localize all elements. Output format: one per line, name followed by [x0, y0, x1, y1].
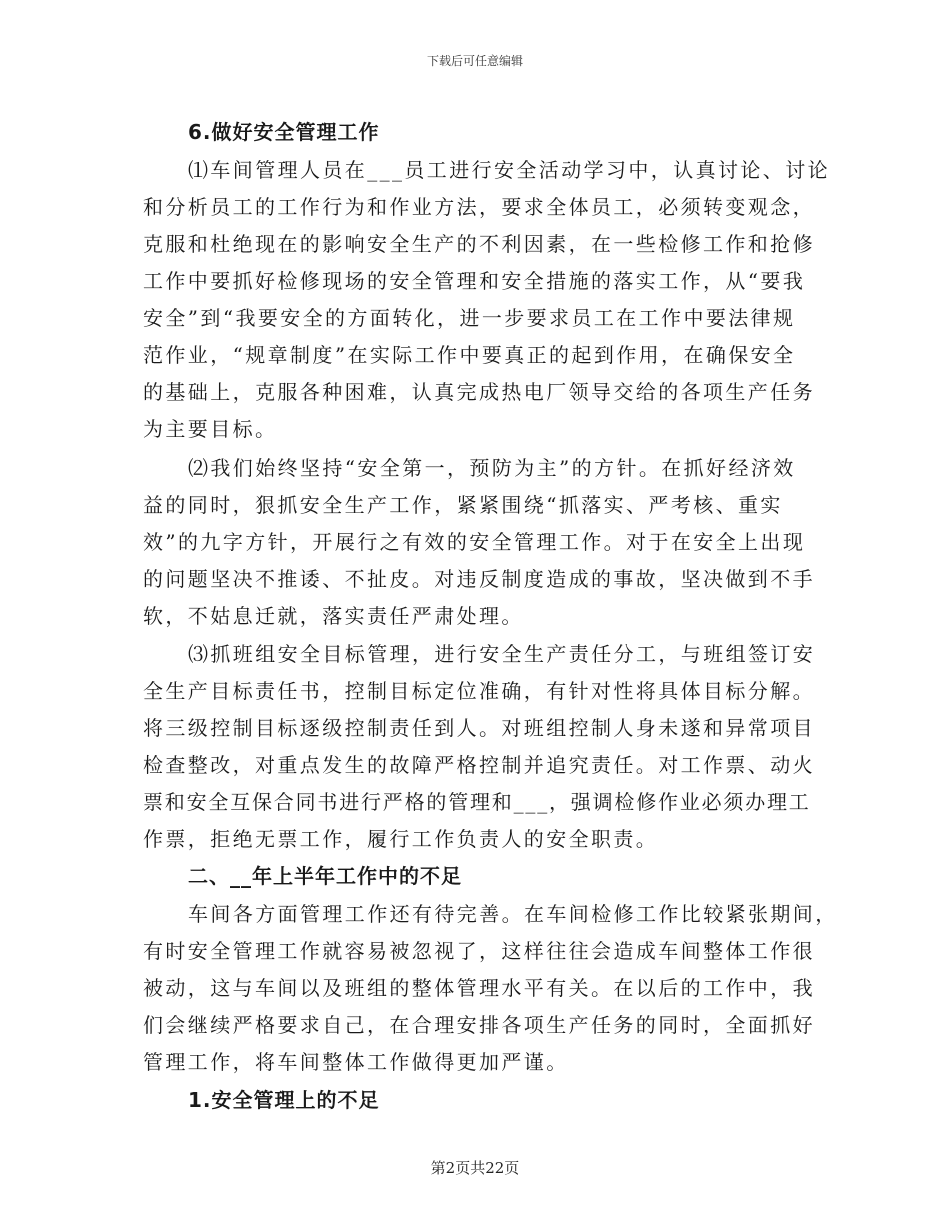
- page-header: 下载后可任意编辑: [426, 54, 523, 68]
- paragraph-4-line-2: 有时安全管理工作就容易被忽视了，这样往往会造成车间整体工作很: [143, 939, 815, 963]
- paragraph-4-line-5: 管理工作，将车间整体工作做得更加严谨。: [143, 1050, 569, 1074]
- paragraph-1-line-6: 范作业，“规章制度”在实际工作中要真正的起到作用，在确保安全: [143, 343, 796, 367]
- subsection-1-heading: 1.安全管理上的不足: [188, 1088, 380, 1112]
- paragraph-4-line-4: 们会继续严格要求自己，在合理安排各项生产任务的同时，全面抓好: [143, 1013, 815, 1037]
- section-2-heading: 二、__年上半年工作中的不足: [188, 864, 462, 888]
- paragraph-3-line-1: ⑶抓班组安全目标管理，进行安全生产责任分工，与班组签订安: [188, 642, 816, 666]
- paragraph-2-line-2: 益的同时，狠抓安全生产工作，紧紧围绕“抓落实、严考核、重实: [143, 493, 783, 517]
- paragraph-3-line-4: 检查整改，对重点发生的故障严格控制并追究责任。对工作票、动火: [143, 753, 815, 777]
- paragraph-1-line-7: 的基础上，克服各种困难，认真完成热电厂领导交给的各项生产任务: [143, 380, 815, 404]
- page-number: 第2页共22页: [430, 1159, 520, 1177]
- paragraph-4-line-3: 被动，这与车间以及班组的整体管理水平有关。在以后的工作中，我: [143, 976, 815, 1000]
- paragraph-2-line-1: ⑵我们始终坚持“安全第一，预防为主”的方针。在抓好经济效: [188, 456, 796, 480]
- paragraph-2-line-3: 效”的九字方针，开展行之有效的安全管理工作。对于在安全上出现: [143, 530, 806, 554]
- paragraph-1-line-1: ⑴车间管理人员在___员工进行安全活动学习中，认真讨论、讨论: [188, 158, 830, 182]
- paragraph-1-line-8: 为主要目标。: [143, 417, 278, 441]
- paragraph-2-line-4: 的问题坚决不推诿、不扯皮。对违反制度造成的事故，坚决做到不手: [143, 567, 815, 591]
- paragraph-2-line-5: 软，不姑息迁就，落实责任严肃处理。: [143, 604, 524, 628]
- paragraph-3-line-3: 将三级控制目标逐级控制责任到人。对班组控制人身未遂和异常项目: [143, 716, 815, 740]
- paragraph-3-line-2: 全生产目标责任书，控制目标定位准确，有针对性将具体目标分解。: [143, 679, 815, 703]
- section-6-heading: 6.做好安全管理工作: [188, 120, 380, 144]
- paragraph-1-line-2: 和分析员工的工作行为和作业方法，要求全体员工，必须转变观念，: [143, 195, 815, 219]
- paragraph-1-line-5: 安全”到“我要安全的方面转化，进一步要求员工在工作中要法律规: [143, 306, 796, 330]
- paragraph-4-line-1: 车间各方面管理工作还有待完善。在车间检修工作比较紧张期间，: [188, 902, 838, 926]
- paragraph-3-line-5: 票和安全互保合同书进行严格的管理和___，强调检修作业必须办理工: [143, 790, 811, 814]
- paragraph-3-line-6: 作票，拒绝无票工作，履行工作负责人的安全职责。: [143, 827, 659, 851]
- paragraph-1-line-4: 工作中要抓好检修现场的安全管理和安全措施的落实工作，从“要我: [143, 269, 806, 293]
- paragraph-1-line-3: 克服和杜绝现在的影响安全生产的不利因素，在一些检修工作和抢修: [143, 232, 815, 256]
